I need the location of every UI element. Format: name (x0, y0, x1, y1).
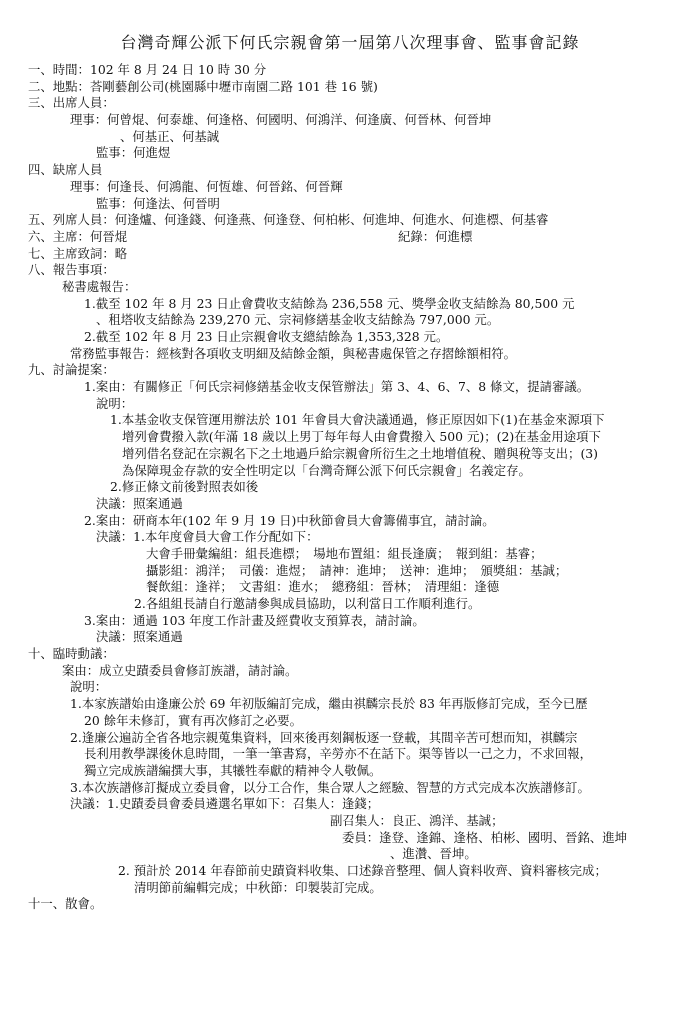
attending-supervisors: 監事：何進煜 (96, 145, 171, 161)
section-attendees-heading: 三、出席人員： (28, 95, 115, 111)
proposal-2-resolution: 決議：1.本年度會員大會工作分配如下： (96, 529, 319, 545)
motion-note-1: 1.本家族譜始由逢廉公於 69 年初版編訂完成，繼由祺麟宗長於 83 年再版修訂完成，至今已歷 (70, 696, 588, 712)
section-observers: 五、列席人員：何逢爐、何逢錢、何逢燕、何逢登、何柏彬、何進坤、何進水、何進標、何基睿 (28, 212, 549, 228)
motion-note-1-continued: 20 餘年未修訂，實有再次修訂之必要。 (84, 712, 302, 728)
section-proposals-heading: 九、討論提案： (28, 362, 115, 378)
meeting-minutes-body (0, 62, 700, 913)
proposal-1-note-1-line-3: 增列借名登記在宗親名下之土地過戶給宗親會所衍生之土地增值稅、贈與稅等支出；(3) (122, 445, 599, 461)
report-item-2: 2.截至 102 年 8 月 23 日止宗親會收支總結餘為 1,353,328 元。 (84, 329, 449, 344)
motion-resolution-2: 2. 預計於 2014 年春節前史蹟資料收集、口述錄音整理、個人資料收齊、資料審核完成； (118, 863, 607, 878)
proposal-1-notes-label: 說明： (96, 395, 134, 411)
section-location: 二、地點：荅剛藝創公司(桃園縣中壢市南園二路 101 巷 16 號) (28, 78, 378, 94)
attending-directors: 理事：何曾焜、何泰雄、何逢格、何國明、何鴻洋、何逢廣、何晉林、何晉坤 (70, 112, 492, 128)
audit-report: 常務監事報告：經核對各項收支明細及結餘金額，與秘書處保管之存摺餘額相符。 (70, 345, 517, 361)
secretariat-report-heading: 秘書處報告： (62, 278, 137, 294)
committee-members-continued: 、進灒、晉坤。 (390, 846, 477, 862)
report-item-1: 1.截至 102 年 8 月 23 日止會費收支結餘為 236,558 元、獎學金收支結餘為 80,500 元 (84, 295, 575, 311)
committee-members: 委員：逢登、逢錦、逢格、柏彬、國明、晉銘、進坤 (342, 829, 627, 845)
motion-resolution: 決議：1.史蹟委員會委員遴選名單如下：召集人：逢錢； (70, 796, 380, 812)
recorder: 紀錄：何進標 (398, 228, 473, 244)
motion-notes-label: 說明： (70, 679, 108, 695)
work-assignment-line-2: 攝影組：鴻洋； 司儀：進煜； 請神：進坤； 送神：進坤； 頒獎組：基誠； (146, 562, 568, 578)
proposal-1-note-1-line-2: 增列會費撥入款(年滿 18 歲以上男丁每年每人由會費撥入 500 元)；(2)在基金用途項下 (122, 429, 601, 445)
chairperson: 六、主席：何晉焜 (28, 228, 128, 244)
motion-note-2: 2.逢廉公遍訪全省各地宗親蒐集資料，回來後再刻鋼板逐一登載，其間辛苦可想而知，祺麟宗 (70, 729, 578, 745)
section-reports-heading: 八、報告事項： (28, 262, 115, 278)
section-time: 一、時間：102 年 8 月 24 日 10 時 30 分 (28, 62, 267, 77)
report-item-1-continued: 、租塔收支結餘為 239,270 元、宗祠修繕基金收支結餘為 797,000 元。 (96, 312, 500, 328)
section-absentees-heading: 四、缺席人員 (28, 162, 103, 178)
proposal-2: 2.案由：研商本年(102 年 9 月 19 日)中秋節會員大會籌備事宜，請討論。 (84, 512, 495, 528)
absent-supervisors: 監事：何逢法、何晉明 (96, 195, 220, 211)
proposal-1-resolution: 決議：照案通過 (96, 495, 183, 511)
section-motions-heading: 十、臨時動議： (28, 646, 115, 662)
section-chair-speech: 七、主席致詞：略 (28, 245, 128, 261)
proposal-2-resolution-2: 2.各組組長請自行邀請參與成員協助，以利當日工作順利進行。 (134, 596, 481, 611)
proposal-1-note-1: 1.本基金收支保管運用辦法於 101 年會員大會決議通過，修正原因如下(1)在基金來源項下 (110, 412, 605, 428)
motion-note-2-line-2: 長利用教學課後休息時間，一筆一筆書寫，辛勞亦不在話下。渠等皆以一己之力，不求回報， (84, 746, 593, 762)
work-assignment-line-1: 大會手冊彙編組：組長進標； 場地布置組：組長逢廣； 報到組：基睿； (146, 545, 543, 561)
proposal-1: 1.案由：有關修正「何氏宗祠修繕基金收支保管辦法」第 3、4、6、7、8 條文，提請審議。 (84, 379, 590, 395)
work-assignment-line-3: 餐飲組：逢祥； 文書組：進水； 總務組：晉林； 清理組：逢德 (146, 579, 500, 595)
section-chair-row (28, 229, 700, 246)
motion-case: 案由：成立史蹟委員會修訂族譜，請討論。 (62, 662, 298, 678)
committee-vice-conveners: 副召集人：良正、鴻洋、基誠； (330, 812, 504, 828)
motion-note-2-line-3: 獨立完成族譜編撰大事，其犧牲奉獻的精神令人敬佩。 (84, 762, 382, 778)
motion-note-3: 3.本次族譜修訂擬成立委員會，以分工合作，集合眾人之經驗、智慧的方式完成本次族譜修訂。 (70, 779, 590, 795)
document-title: 台灣奇輝公派下何氏宗親會第一屆第八次理事會、監事會記錄 (120, 33, 580, 52)
motion-resolution-2-continued: 清明節前編輯完成；中秋節：印製裝訂完成。 (134, 879, 382, 895)
section-adjourn: 十一、散會。 (28, 896, 103, 912)
absent-directors: 理事：何逢長、何鴻龍、何恆雄、何晉銘、何晉輝 (70, 178, 343, 194)
proposal-1-note-2: 2.修正條文前後對照表如後 (110, 479, 259, 495)
attending-directors-continued: 、何基正、何基誠 (120, 128, 220, 144)
proposal-3: 3.案由：通過 103 年度工作計畫及經費收支預算表，請討論。 (84, 612, 425, 628)
proposal-1-note-1-line-4: 為保障現金存款的安全性明定以「台灣奇輝公派下何氏宗親會」名義定存。 (122, 462, 531, 478)
proposal-3-resolution: 決議：照案通過 (96, 629, 183, 645)
